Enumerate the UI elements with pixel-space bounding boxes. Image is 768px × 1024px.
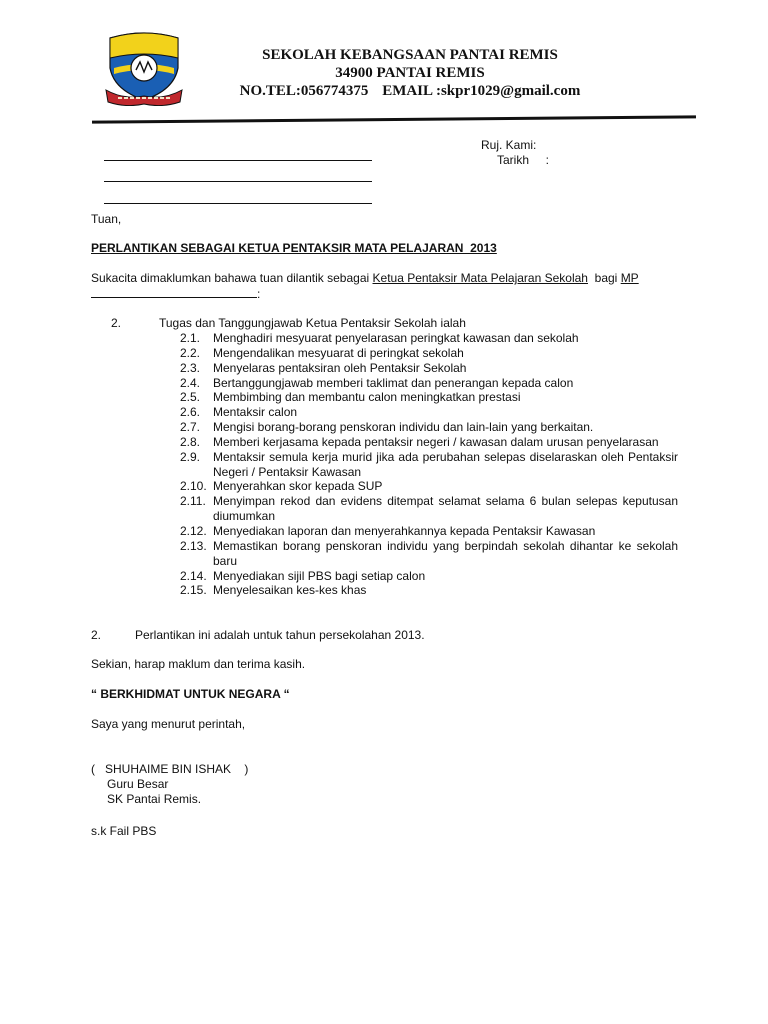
school-crest-icon xyxy=(104,30,184,106)
salutation: Tuan, xyxy=(91,212,122,226)
duty-number: 2.2. xyxy=(180,345,201,360)
school-postcode-town: 34900 PANTAI REMIS xyxy=(335,65,485,81)
duty-number: 2.11. xyxy=(180,494,206,509)
duty-number: 2.6. xyxy=(180,405,201,420)
school-name: SEKOLAH KEBANGSAAN PANTAI REMIS xyxy=(262,47,558,63)
reference-tarikh: Tarikh : xyxy=(497,153,550,167)
duty-number: 2.3. xyxy=(180,360,201,375)
address-line-1 xyxy=(104,160,372,161)
duty-item xyxy=(180,569,678,584)
carbon-copy: s.k Fail PBS xyxy=(91,824,157,838)
duty-number: 2.12. xyxy=(180,523,207,538)
duty-item xyxy=(180,494,678,524)
letter-subject: PERLANTIKAN SEBAGAI KETUA PENTAKSIR MATA PELAJARAN 2013 xyxy=(91,241,497,255)
section-3-number: 2. xyxy=(91,628,102,642)
duty-item xyxy=(180,346,678,361)
duty-item xyxy=(180,405,678,420)
closing-text: Sekian, harap maklum dan terima kasih. xyxy=(91,657,306,671)
duty-number: 2.9. xyxy=(180,449,201,464)
duty-number: 2.15. xyxy=(180,583,207,598)
section-2-heading: Tugas dan Tanggungjawab Ketua Pentaksir Sekolah ialah xyxy=(159,316,466,330)
motto: “ BERKHIDMAT UNTUK NEGARA “ xyxy=(91,687,290,701)
section-3-text: Perlantikan ini adalah untuk tahun persekolahan 2013. xyxy=(135,628,425,642)
duty-text: Mentaksir semula kerja murid jika ada perubahan selepas diselaraskan oleh Pentaksir Negeri / Pentaksir Kawasan xyxy=(213,449,678,479)
duty-number: 2.14. xyxy=(180,568,207,583)
duty-text: Mengisi borang-borang penskoran individu dan lain-lain yang berkaitan. xyxy=(213,420,594,435)
duty-item xyxy=(180,361,678,376)
duty-text: Mentaksir calon xyxy=(213,405,298,420)
duty-text: Memberi kerjasama kepada pentaksir negeri / kawasan dalam urusan penyelarasan xyxy=(213,434,659,449)
intro-text: Sukacita dimaklumkan bahawa tuan dilantik sebagai xyxy=(91,271,373,285)
duty-item xyxy=(180,524,678,539)
duty-text: Bertanggungjawab memberi taklimat dan penerangan kepada calon xyxy=(213,375,574,390)
duty-item xyxy=(180,450,678,480)
duty-text: Menyelaras pentaksiran oleh Pentaksir Sekolah xyxy=(213,360,467,375)
duty-item xyxy=(180,390,678,405)
duty-text: Mengendalikan mesyuarat di peringkat sekolah xyxy=(213,345,464,360)
intro-role: Ketua Pentaksir Mata Pelajaran Sekolah xyxy=(372,271,588,285)
duty-text: Menyediakan laporan dan menyerahkannya kepada Pentaksir Kawasan xyxy=(213,523,596,538)
yours-faithfully: Saya yang menurut perintah, xyxy=(91,717,246,731)
duty-number: 2.1. xyxy=(180,331,201,345)
intro-mp: MP xyxy=(620,271,639,285)
duty-item xyxy=(180,331,678,346)
duty-number: 2.4. xyxy=(180,375,201,390)
signatory-name: ( SHUHAIME BIN ISHAK ) xyxy=(91,762,249,776)
duty-text: Menyediakan sijil PBS bagi setiap calon xyxy=(213,568,426,583)
duty-item xyxy=(180,435,678,450)
duty-item xyxy=(180,539,678,569)
reference-ruj: Ruj. Kami: xyxy=(481,138,537,152)
school-telephone: NO.TEL:056774375 xyxy=(239,83,369,99)
duties-list xyxy=(180,331,678,598)
school-email: EMAIL :skpr1029@gmail.com xyxy=(382,83,581,99)
duty-item xyxy=(180,583,678,598)
duty-text: Menyimpan rekod dan evidens ditempat selamat selama 6 bulan selepas keputusan diumumkan xyxy=(213,494,678,524)
school-header xyxy=(200,46,620,100)
duty-number: 2.10. xyxy=(180,479,207,494)
duty-item xyxy=(180,420,678,435)
duty-text: Menyelesaikan kes-kes khas xyxy=(213,583,367,598)
duty-number: 2.13. xyxy=(180,538,207,553)
signatory-school: SK Pantai Remis. xyxy=(107,792,202,806)
duty-number: 2.8. xyxy=(180,434,201,449)
duty-text: Membimbing dan membantu calon meningkatkan prestasi xyxy=(213,390,521,405)
duty-text: Memastikan borang penskoran individu yang berpindah sekolah dihantar ke sekolah baru xyxy=(213,538,678,568)
duty-item xyxy=(180,376,678,391)
section-2-number: 2. xyxy=(111,316,122,330)
address-line-3 xyxy=(104,203,372,204)
duty-text: Menghadiri mesyuarat penyelarasan peringkat kawasan dan sekolah xyxy=(213,331,579,345)
intro-colon: : xyxy=(257,287,261,301)
duty-item xyxy=(180,479,678,494)
duty-number: 2.5. xyxy=(180,390,201,405)
address-line-2 xyxy=(104,181,372,182)
duty-number: 2.7. xyxy=(180,420,201,435)
signatory-position: Guru Besar xyxy=(107,777,169,791)
intro-connector: bagi xyxy=(587,271,621,285)
intro-blank-line xyxy=(91,284,260,302)
school-contact xyxy=(200,82,620,100)
header-divider xyxy=(92,115,696,123)
duty-text: Menyerahkan skor kepada SUP xyxy=(213,479,383,494)
